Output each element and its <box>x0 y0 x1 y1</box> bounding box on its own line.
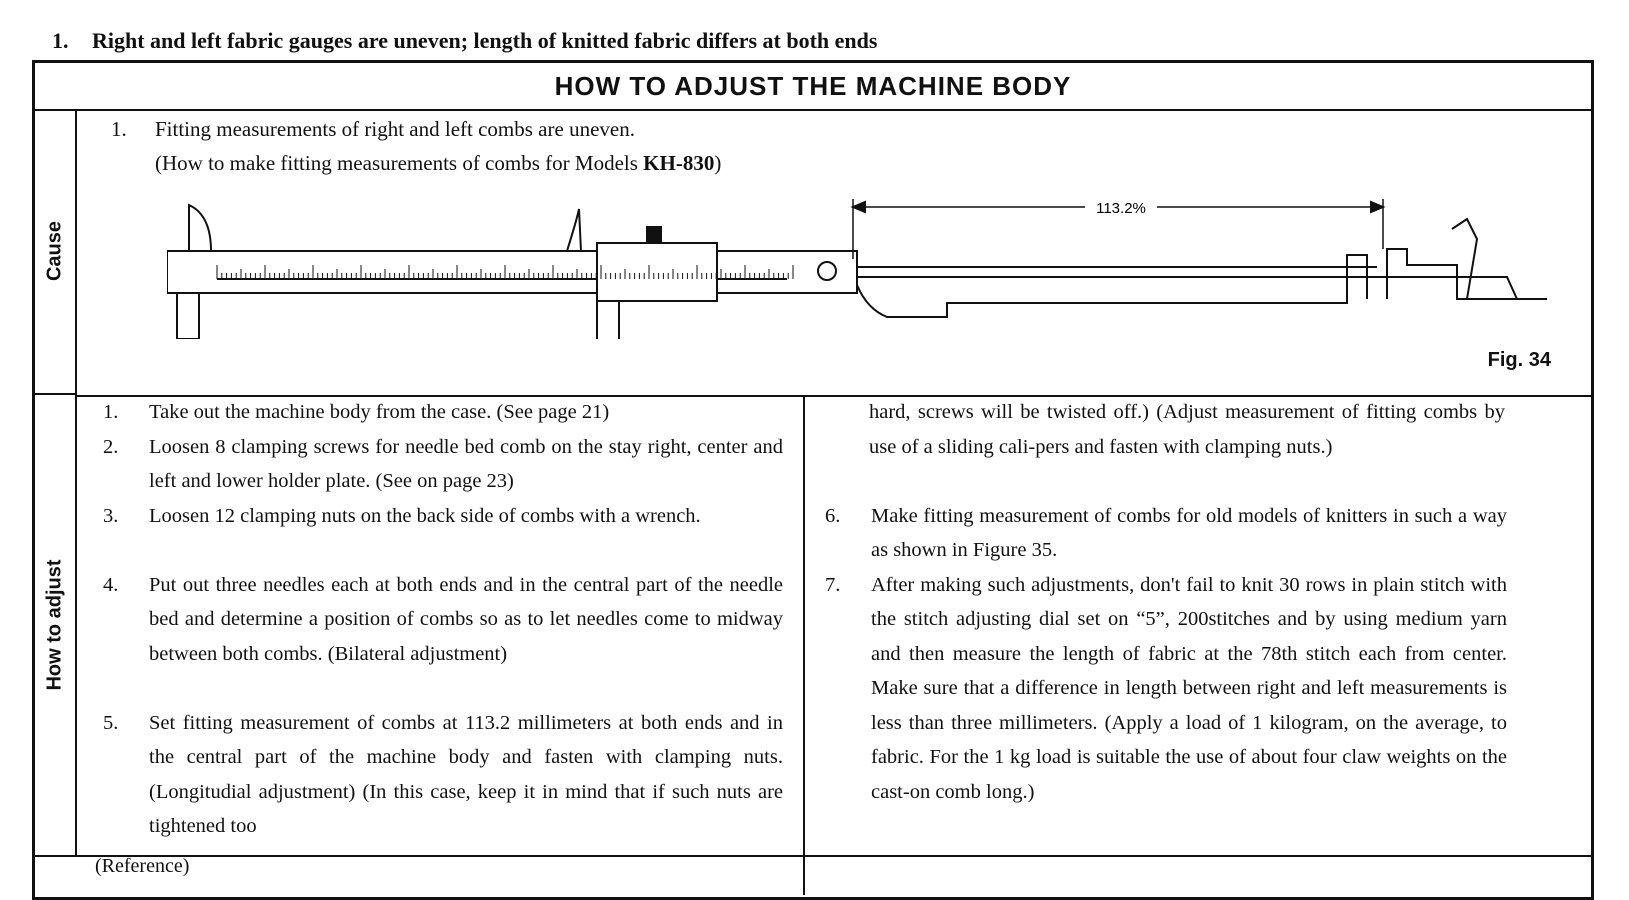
adjust-item-text: Loosen 8 clamping screws for needle bed comb on the stay right, center and left and lower holder plate. (See on page 23) <box>149 435 783 492</box>
cause-side-cell <box>35 109 77 395</box>
cause-item-number: 1. <box>111 117 127 141</box>
table-title: HOW TO ADJUST THE MACHINE BODY <box>35 63 1591 111</box>
adjust-item-text: Set fitting measurement of combs at 113.2 millimeters at both ends and in the central part of the machine body and fasten with clamping nuts. (Longitudial adjustment) (In this case, keep it in mind that if such nuts are tightened too <box>149 711 783 837</box>
dimension-arrow-right <box>1371 202 1383 212</box>
adjust-item-number: 3. <box>103 504 119 527</box>
caliper-comb-diagram <box>167 199 1547 339</box>
adjust-cell <box>77 395 1591 855</box>
adjust-side-cell <box>35 395 77 855</box>
figure-caption: Fig. 34 <box>1487 349 1551 371</box>
adjust-item-text: Make fitting measurement of combs for old models of knitters in such a way as shown in Figure 35. <box>871 504 1507 561</box>
cause-line-1: Fitting measurements of right and left combs are uneven. <box>155 117 635 141</box>
cause-cell <box>77 109 1591 397</box>
bottom-row-border <box>35 855 1591 857</box>
comb-lower-profile <box>857 255 1367 317</box>
caliper-lower-jaw-slider <box>597 301 619 339</box>
cause-line-2-suffix: ) <box>714 151 722 175</box>
comb-top-hook <box>1452 219 1477 299</box>
adjust-item-number: 4. <box>103 573 119 596</box>
column-divider <box>803 395 805 895</box>
bottom-partial-text: (Reference) <box>95 855 190 877</box>
adjust-item-number: 5. <box>103 711 119 734</box>
cause-label: Cause <box>43 220 66 282</box>
caliper-lock-screw <box>647 227 661 243</box>
cause-line-2 <box>155 151 721 176</box>
caliper-beam <box>167 251 857 293</box>
comb-right-hook <box>1387 249 1547 299</box>
adjust-item-text: After making such adjustments, don't fail to knit 30 rows in plain stitch with the stitch adjusting dial set on “5”, 200stitches and by using medium yarn and then measure the length of fabric at the 78th stitch each from center. Make sure that a difference in length between right and left measurements is less than three millimeters. (Apply a load of 1 kilogram, on the average, to fabric. For the 1 kg load is suitable the use of about four claw weights on the cast-on comb long.) <box>871 573 1507 803</box>
cause-line-2-prefix: (How to make fitting measurements of combs for Models <box>155 151 644 175</box>
section-heading-number: 1. <box>52 28 69 53</box>
adjust-table <box>32 60 1594 900</box>
adjust-item-5-continuation: hard, screws will be twisted off.) (Adjust measurement of fitting combs by use of a sliding cali-pers and fasten with clamping nuts.) <box>869 401 1505 458</box>
dimension-arrow-left <box>853 202 865 212</box>
adjust-item-text: Take out the machine body from the case. (See page 21) <box>149 401 610 423</box>
caliper-upper-jaw-slider <box>567 209 581 251</box>
section-heading <box>52 28 877 54</box>
cause-model-name: KH-830 <box>643 151 715 175</box>
adjust-item-number: 2. <box>103 435 119 458</box>
section-heading-text: Right and left fabric gauges are uneven; length of knitted fabric differs at both ends <box>92 28 878 53</box>
adjust-item-text: Loosen 12 clamping nuts on the back side of combs with a wrench. <box>149 504 701 527</box>
adjust-item-number: 7. <box>825 573 841 596</box>
how-to-adjust-label: How to adjust <box>43 559 66 691</box>
comb-middle-rail <box>857 277 1527 299</box>
caliper-slider <box>597 243 717 301</box>
caliper-upper-jaw-fixed <box>189 205 211 251</box>
adjust-item-number: 1. <box>103 401 119 423</box>
dimension-label: 113.2% <box>1096 200 1146 217</box>
adjust-item-number: 6. <box>825 504 841 527</box>
adjust-item-text: Put out three needles each at both ends and in the central part of the needle bed and determine a position of combs so as to let needles come to midway between both combs. (Bilateral adjustment) <box>149 573 783 665</box>
caliper-lower-jaw-fixed <box>177 293 199 339</box>
